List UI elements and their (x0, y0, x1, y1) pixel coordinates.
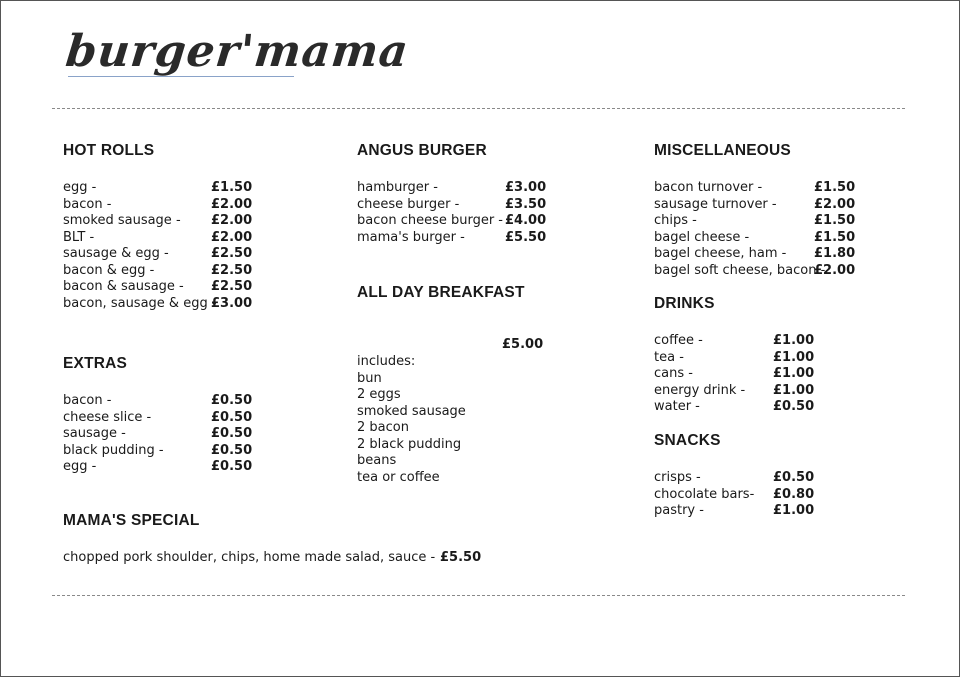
menu-item (654, 366, 904, 383)
item-price: £1.00 (773, 333, 815, 348)
item-price: £1.00 (773, 503, 815, 518)
item-price: £0.50 (773, 399, 815, 414)
included-item: 2 eggs (357, 387, 401, 402)
item-name: pastry - (654, 503, 704, 518)
section-title: DRINKS (654, 295, 715, 312)
menu-item (63, 393, 303, 410)
item-price: £3.00 (211, 295, 253, 311)
item-name: bacon - (63, 393, 112, 408)
menu-item (654, 487, 904, 504)
included-item: beans (357, 453, 397, 468)
menu-item (357, 230, 597, 247)
menu-item (654, 213, 904, 230)
included-item: tea or coffee (357, 469, 440, 485)
section-extras (63, 355, 303, 476)
item-price: £2.00 (211, 196, 253, 212)
item-price: £2.50 (211, 246, 253, 261)
item-price: £2.00 (211, 229, 253, 245)
section-title: SNACKS (654, 432, 721, 449)
item-price: £2.00 (814, 262, 856, 278)
section-hot-rolls (63, 142, 303, 312)
menu-item (357, 197, 597, 214)
menu-item (63, 443, 303, 460)
item-name: chips - (654, 213, 697, 228)
item-name: sausage - (63, 426, 126, 441)
item-name: black pudding - (63, 442, 164, 458)
item-price: £1.50 (814, 180, 856, 195)
item-name: egg - (63, 180, 97, 195)
menu-item (654, 470, 904, 487)
section-angus-burger (357, 142, 597, 246)
item-price: £0.80 (773, 486, 815, 502)
top-divider (52, 108, 905, 109)
item-price: £5.50 (440, 550, 482, 565)
menu-item (63, 197, 303, 214)
item-price: £2.00 (814, 196, 856, 212)
item-name: BLT - (63, 229, 95, 245)
item-name: bacon, sausage & egg - (63, 295, 217, 311)
menu-item (654, 333, 904, 350)
item-name: bacon & egg - (63, 262, 155, 278)
menu-item (63, 550, 543, 567)
menu-item (63, 279, 303, 296)
includes-label: includes: (357, 354, 416, 369)
item-name: bagel cheese, ham - (654, 246, 787, 261)
section-mamas-special (63, 512, 543, 567)
menu-item (357, 180, 597, 197)
included-item: smoked sausage (357, 403, 466, 419)
menu-item (63, 296, 303, 313)
included-item: 2 bacon (357, 420, 409, 435)
section-title: ANGUS BURGER (357, 142, 487, 159)
section-all-day-breakfast (357, 284, 597, 486)
menu-item (654, 399, 904, 416)
item-price: £0.50 (211, 426, 253, 441)
section-snacks (654, 432, 904, 520)
item-price: £4.00 (505, 213, 547, 228)
section-title: EXTRAS (63, 355, 128, 372)
item-price: £1.80 (814, 246, 856, 261)
item-name: tea - (654, 349, 684, 365)
item-name: cheese burger - (357, 196, 460, 212)
menu-item (654, 230, 904, 247)
item-price: £3.00 (505, 180, 547, 195)
menu-item (63, 459, 303, 476)
item-price: £3.50 (505, 196, 547, 212)
item-name: bagel cheese - (654, 229, 750, 245)
item-name: bacon & sausage - (63, 279, 184, 294)
item-name: hamburger - (357, 180, 438, 195)
menu-item (654, 503, 904, 520)
item-price: £2.00 (211, 213, 253, 228)
section-miscellaneous (654, 142, 904, 279)
section-drinks (654, 295, 904, 416)
item-name: chopped pork shoulder, chips, home made salad, sauce - (63, 550, 436, 565)
item-price: £1.00 (773, 349, 815, 365)
menu-item (63, 246, 303, 263)
item-price: £2.50 (211, 262, 253, 278)
item-name: bagel soft cheese, bacon - (654, 262, 826, 278)
item-price: £5.50 (505, 229, 547, 245)
item-name: sausage turnover - (654, 196, 777, 212)
menu-item (654, 383, 904, 400)
menu-item (654, 350, 904, 367)
item-name: chocolate bars- (654, 486, 755, 502)
item-name: bacon turnover - (654, 180, 763, 195)
menu-item (63, 410, 303, 427)
included-item: 2 black pudding (357, 436, 462, 452)
item-name: energy drink - (654, 382, 746, 398)
item-price: £1.50 (211, 180, 253, 195)
item-name: mama's burger - (357, 229, 465, 245)
item-name: egg - (63, 459, 97, 474)
item-name: coffee - (654, 333, 703, 348)
section-title: MISCELLANEOUS (654, 142, 791, 159)
item-price: £2.50 (211, 279, 253, 294)
item-name: bacon cheese burger - (357, 213, 504, 228)
section-title: HOT ROLLS (63, 142, 155, 159)
item-name: smoked sausage - (63, 213, 181, 228)
item-name: crisps - (654, 470, 701, 485)
section-title: MAMA'S SPECIAL (63, 512, 200, 529)
menu-item (63, 180, 303, 197)
item-price: £0.50 (773, 470, 815, 485)
menu-item (63, 263, 303, 280)
section-title: ALL DAY BREAKFAST (357, 284, 525, 301)
brand-logo: burger'mama (63, 26, 412, 77)
item-price: £5.00 (502, 337, 544, 352)
logo-underline (68, 76, 294, 77)
item-price: £1.00 (773, 382, 815, 398)
included-item: bun (357, 370, 382, 386)
menu-item (654, 180, 904, 197)
item-price: £1.00 (773, 366, 815, 381)
item-price: £0.50 (211, 409, 253, 425)
menu-item (654, 263, 904, 280)
menu-item (654, 246, 904, 263)
menu-item (63, 230, 303, 247)
menu-item (63, 426, 303, 443)
item-name: bacon - (63, 196, 112, 212)
item-name: water - (654, 399, 700, 414)
item-name: sausage & egg - (63, 246, 169, 261)
bottom-divider (52, 595, 905, 596)
item-price: £1.50 (814, 229, 856, 245)
item-price: £1.50 (814, 213, 856, 228)
menu-item (63, 213, 303, 230)
menu-item (357, 213, 597, 230)
item-name: cheese slice - (63, 409, 152, 425)
item-price: £0.50 (211, 459, 253, 474)
item-name: cans - (654, 366, 693, 381)
item-price: £0.50 (211, 393, 253, 408)
menu-item (654, 197, 904, 214)
item-price: £0.50 (211, 442, 253, 458)
